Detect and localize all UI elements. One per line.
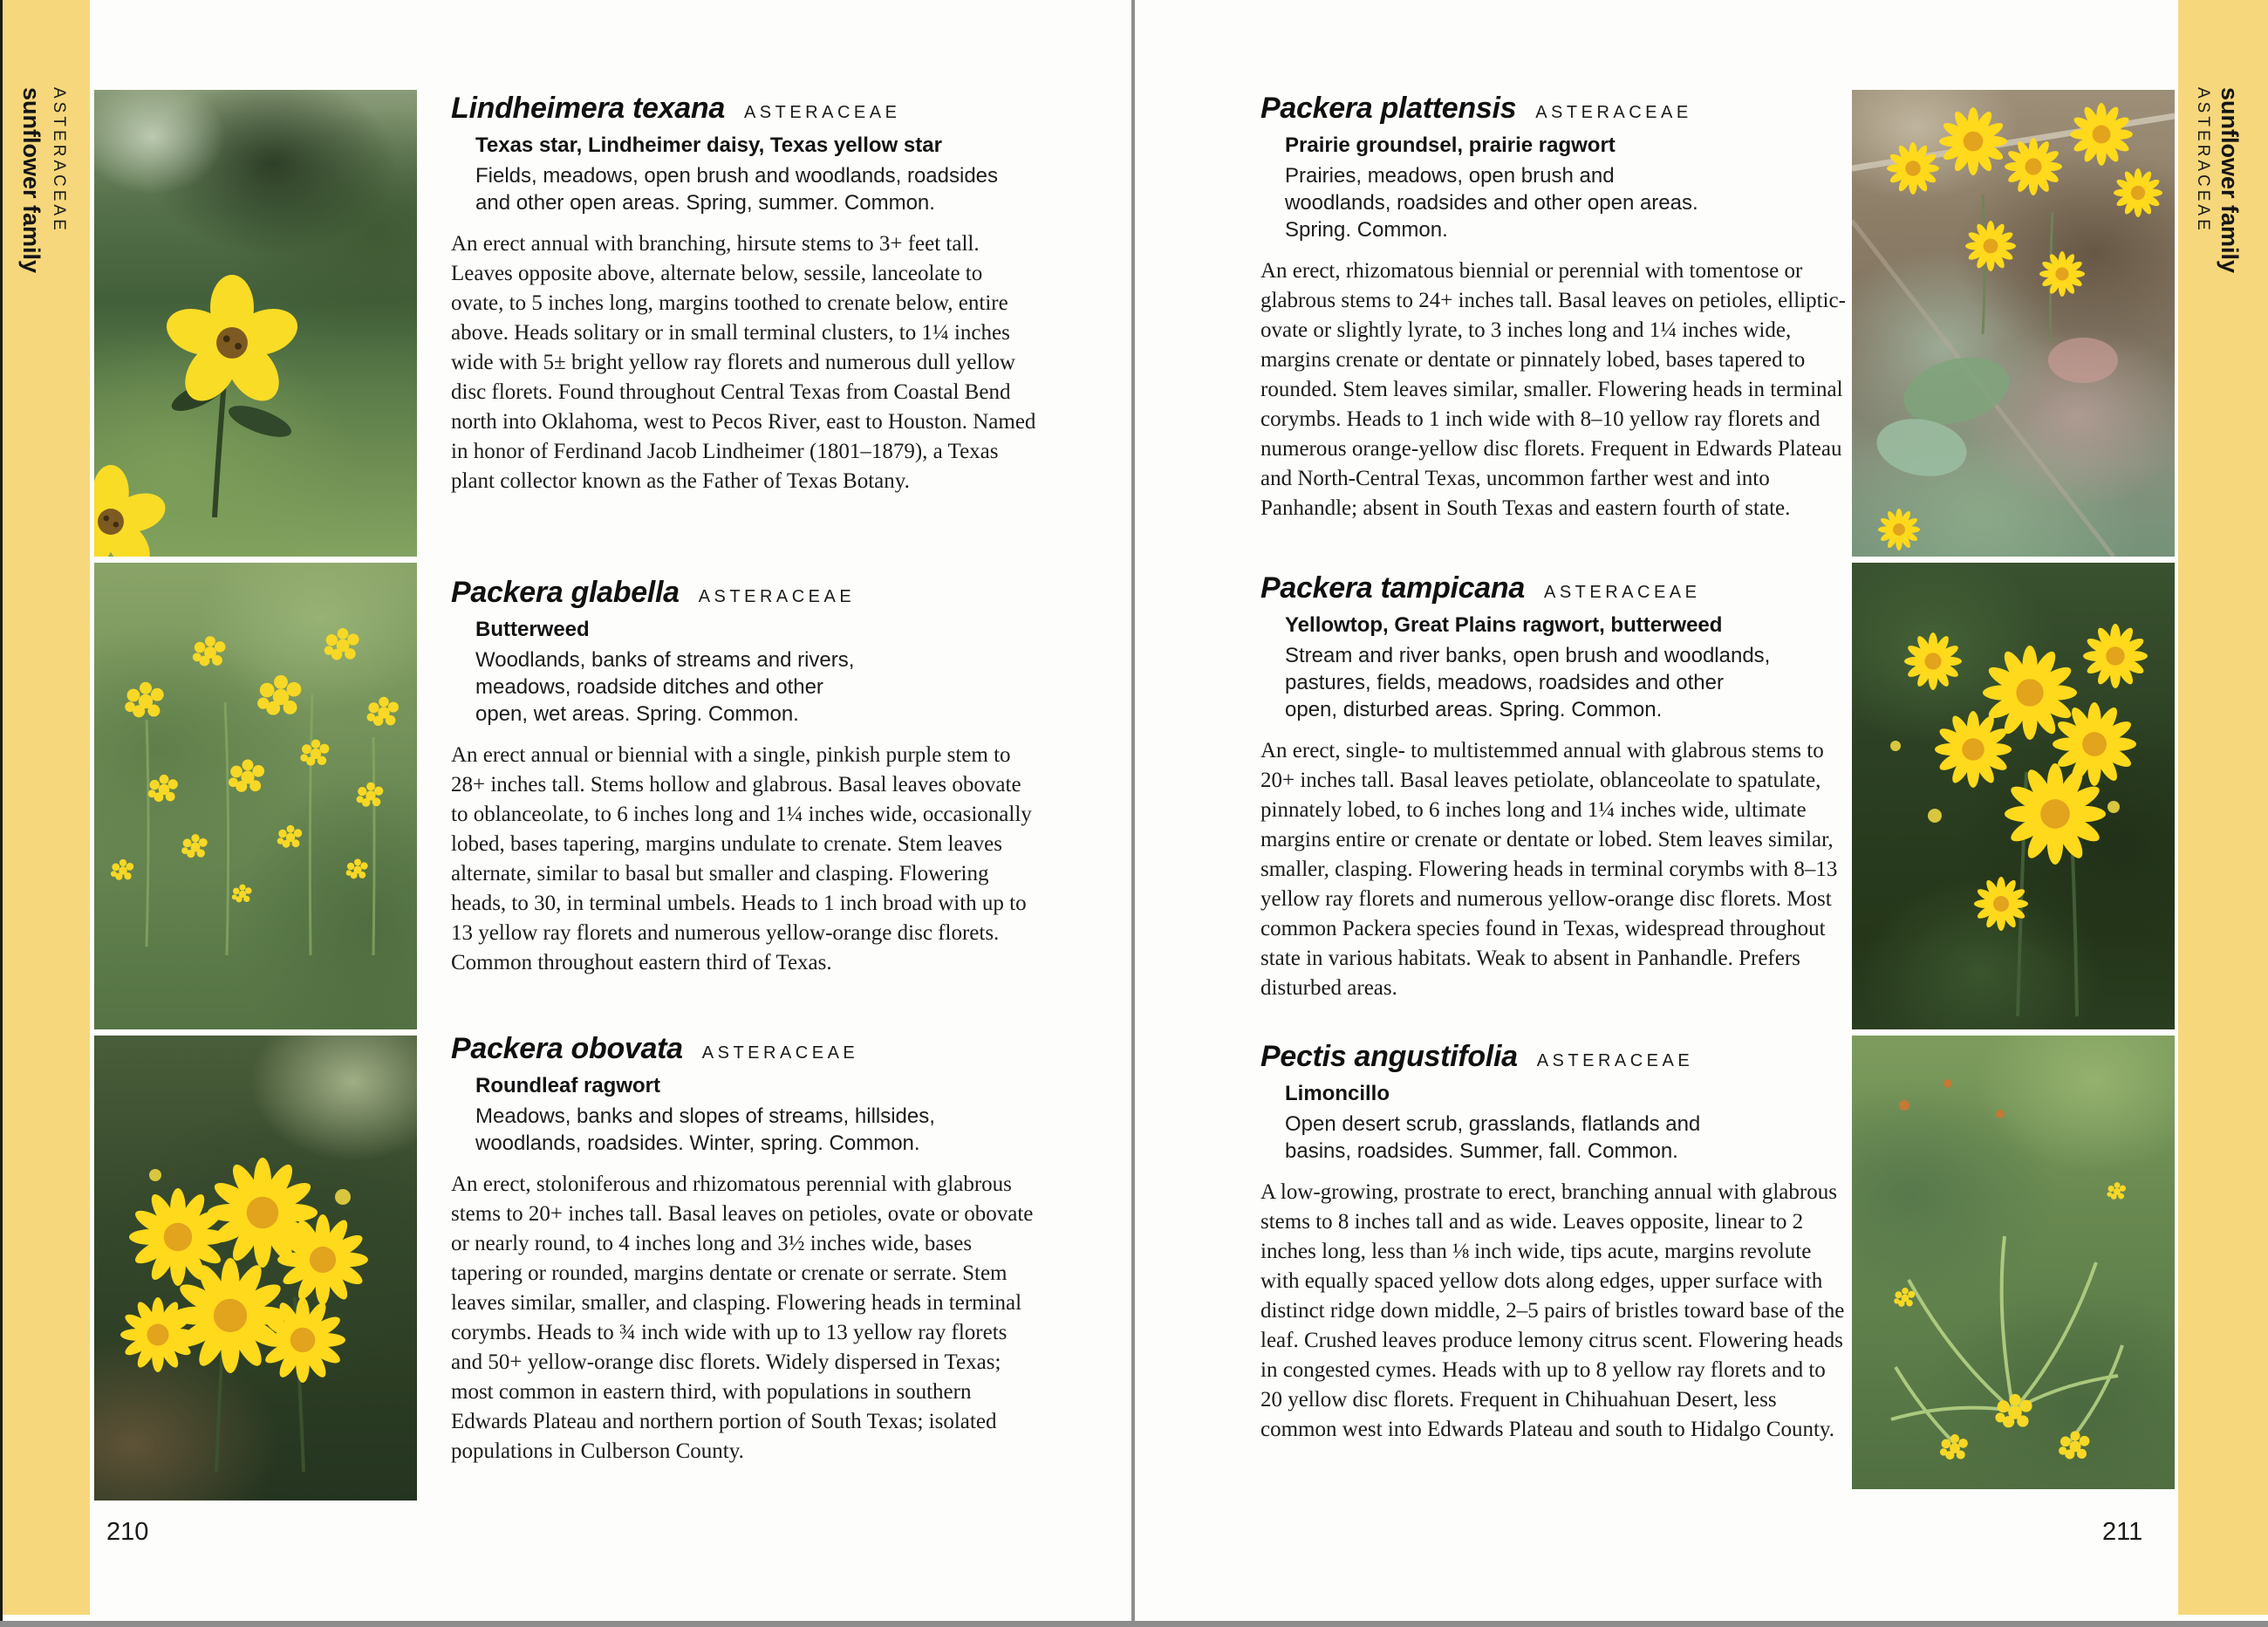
family-tab-right	[2191, 87, 2245, 273]
texas-star-flower-icon	[94, 465, 170, 557]
page-number-left: 210	[106, 1518, 149, 1546]
species-scientific-name: Packera glabella	[451, 576, 680, 609]
species-heading	[451, 576, 1041, 610]
family-scientific-label: ASTERACEAE	[2194, 87, 2212, 234]
species-habitat: Prairies, meadows, open brush and woodlands, roadsides and other open areas. Spring. Common.	[1285, 164, 1698, 242]
flower-illustration	[94, 563, 417, 1029]
species-scientific-name: Packera tampicana	[1260, 571, 1525, 605]
flower-illustration	[1852, 1036, 2175, 1489]
species-entry-packera-obovata	[451, 1032, 1041, 1466]
flower-illustration	[1852, 90, 2175, 557]
photo-packera-glabella	[94, 563, 417, 1029]
photo-packera-obovata	[94, 1036, 417, 1501]
species-entry-packera-glabella	[451, 576, 1041, 978]
species-common-names: Limoncillo	[1285, 1082, 1390, 1105]
species-common-names: Roundleaf ragwort	[475, 1074, 661, 1097]
family-label: ASTERACEAE	[1535, 103, 1692, 122]
species-entry-packera-plattensis	[1260, 92, 1850, 523]
species-description: An erect, single- to multistemmed annual with glabrous stems to 20+ inches tall. Basal leaves petiolate, oblanceolate to spatulate, pinnately lobed, to 6 inches long and 1¼ inches wide, ultimate margins entire or crenate or dentate or lobed. Stem leaves similar, smaller, clasping. Flowering heads in terminal corymbs with 8–13 yellow ray florets and numerous yellow-orange disc florets. Most common Packera species found in Texas, widespread throughout state in various habitats. Weak to absent in Panhandle. Prefers disturbed areas.	[1260, 739, 1838, 1000]
family-label: ASTERACEAE	[698, 587, 856, 606]
family-common-label: sunflower family	[2217, 87, 2243, 274]
photo-packera-plattensis	[1852, 90, 2175, 557]
species-common-names: Prairie groundsel, prairie ragwort	[1285, 133, 1616, 157]
family-tab-left	[16, 87, 70, 273]
species-heading	[451, 1032, 1041, 1066]
species-scientific-name: Pectis angustifolia	[1260, 1040, 1518, 1073]
species-scientific-name: Lindheimera texana	[451, 92, 725, 125]
species-habitat: Open desert scrub, grasslands, flatlands and basins, roadsides. Summer, fall. Common.	[1285, 1112, 1701, 1163]
species-common-names: Butterweed	[475, 618, 590, 641]
species-heading	[1260, 92, 1850, 126]
species-common-names: Texas star, Lindheimer daisy, Texas yellow star	[475, 133, 942, 157]
family-label: ASTERACEAE	[743, 103, 901, 122]
species-habitat: Meadows, banks and slopes of streams, hillsides, woodlands, roadsides. Winter, spring. Common.	[475, 1104, 935, 1155]
page-bottom-edge	[0, 1621, 2268, 1627]
species-heading	[1260, 1040, 1850, 1074]
species-scientific-name: Packera obovata	[451, 1032, 683, 1065]
family-label: ASTERACEAE	[701, 1043, 859, 1063]
species-common-names: Yellowtop, Great Plains ragwort, butterweed	[1285, 613, 1723, 637]
texas-star-flower-icon	[161, 275, 304, 411]
species-entry-pectis-angustifolia	[1260, 1040, 1850, 1445]
species-entry-lindheimera-texana	[451, 92, 1041, 496]
page-number-right: 211	[2102, 1518, 2143, 1546]
family-scientific-label: ASTERACEAE	[50, 87, 68, 234]
species-description: An erect annual with branching, hirsute stems to 3+ feet tall. Leaves opposite above, alternate below, sessile, lanceolate to ovate, to 5 inches long, margins toothed to crenate below, entire above. Heads solitary or in small terminal clusters, to 1¼ inches wide with 5± bright yellow ray florets and numerous dull yellow disc florets. Found throughout Central Texas from Coastal Bend north into Oklahoma, west to Pecos River, east to Houston. Named in honor of Ferdinand Jacob Lindheimer (1801–1879), a Texas plant collector known as the Father of Texas Botany.	[451, 232, 1036, 493]
family-label: ASTERACEAE	[1543, 583, 1701, 602]
flower-illustration	[1852, 563, 2175, 1029]
species-entry-packera-tampicana	[1260, 571, 1850, 1003]
species-scientific-name: Packera plattensis	[1260, 92, 1517, 125]
species-habitat: Stream and river banks, open brush and woodlands, pastures, fields, meadows, roadsides and other open, disturbed areas. Spring. Common.	[1285, 644, 1771, 721]
photo-pectis-angustifolia	[1852, 1036, 2175, 1489]
photo-lindheimera-texana	[94, 90, 417, 557]
species-description: An erect, rhizomatous biennial or perennial with tomentose or glabrous stems to 24+ inches tall. Basal leaves on petioles, elliptic-ovate or slightly lyrate, to 3 inches long and 1¼ inches wide, margins crenate or dentate or pinnately lobed, bases tapered to rounded. Stem leaves similar, smaller. Flowering heads in terminal corymbs. Heads to 1 inch wide with 8–10 yellow ray florets and numerous orange-yellow disc florets. Frequent in Edwards Plateau and North-Central Texas, uncommon farther west and into Panhandle; absent in South Texas and eastern fourth of state.	[1260, 259, 1846, 520]
family-common-label: sunflower family	[18, 87, 44, 274]
groundsel-daisy-icon	[1939, 107, 2007, 175]
species-heading	[1260, 571, 1850, 605]
page-gutter-line	[1131, 0, 1135, 1621]
flower-illustration	[94, 90, 417, 557]
species-heading	[451, 92, 1041, 126]
photo-packera-tampicana	[1852, 563, 2175, 1029]
species-description: A low-growing, prostrate to erect, branching annual with glabrous stems to 8 inches tall and as wide. Leaves opposite, linear to 2 inches long, less than ⅛ inch wide, tips acute, margins revolute with equally spaced yellow dots along edges, upper surface with distinct ridge down middle, 2–5 pairs of bristles toward base of the leaf. Crushed leaves produce lemony citrus scent. Flowering heads in congested cymes. Heads with up to 8 yellow ray florets and to 20 yellow disc florets. Frequent in Chihuahuan Desert, less common west into Edwards Plateau and south to Hidalgo County.	[1260, 1180, 1845, 1441]
species-description: An erect annual or biennial with a single, pinkish purple stem to 28+ inches tall. Stems hollow and glabrous. Basal leaves obovate to oblanceolate, to 6 inches long and 1¼ inches wide, occasionally lobed, bases tapering, margins undulate to crenate. Stem leaves alternate, similar to basal but smaller and clasping. Flowering heads, to 30, in terminal umbels. Heads to 1 inch broad with up to 13 yellow ray florets and numerous yellow-orange disc florets. Common throughout eastern third of Texas.	[451, 743, 1032, 974]
species-habitat: Woodlands, banks of streams and rivers, meadows, roadside ditches and other open, wet areas. Spring. Common.	[475, 648, 855, 726]
family-label: ASTERACEAE	[1536, 1051, 1694, 1070]
flower-illustration	[94, 1036, 417, 1501]
species-habitat: Fields, meadows, open brush and woodlands, roadsides and other open areas. Spring, summer. Common.	[475, 164, 999, 215]
species-description: An erect, stoloniferous and rhizomatous perennial with glabrous stems to 20+ inches tall. Basal leaves on petioles, ovate or obovate or nearly round, to 4 inches long and 3½ inches wide, bases tapering or rounded, margins dentate or crenate or serrate. Stem leaves similar, smaller, and clasping. Flowering heads in terminal corymbs. Heads to ¾ inch wide with up to 13 yellow ray florets and 50+ yellow-orange disc florets. Widely dispersed in Texas; most common in eastern third, with populations in southern Edwards Plateau and northern portion of South Texas; isolated populations in Culberson County.	[451, 1172, 1034, 1463]
